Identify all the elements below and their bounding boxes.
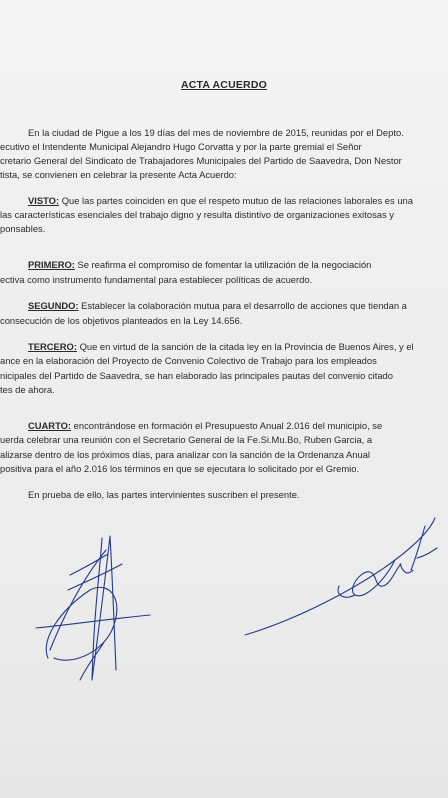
tercero-line-2: ance en la elaboración del Proyecto de Convenio Colectivo de Trabajo para los empleados [0, 355, 377, 366]
tercero-text-1: Que en virtud de la sanción de la citada ley en la Provincia de Buenos Aires, y el [76, 341, 414, 352]
tercero-line-3: nicipales del Partido de Saavedra, se han elaborado las principales pautas del convenio citado [0, 370, 393, 381]
intro-line-4: tista, se convienen en celebrar la presente Acta Acuerdo: [0, 169, 237, 180]
segundo-label: SEGUNDO: [28, 300, 79, 311]
primero-line-2: ectiva como instrumento fundamental para establecer políticas de acuerdo. [0, 274, 313, 285]
document-title: ACTA ACUERDO [180, 79, 267, 91]
cuarto-text-1: encontrándose en formación el Presupuesto Anual 2.016 del municipio, se [71, 420, 383, 431]
tercero-label: TERCERO: [28, 341, 77, 352]
intro-line-2: ecutivo el Intendente Municipal Alejandro Hugo Corvatta y por la parte gremial el Señor [0, 141, 362, 152]
tercero-line-1 [28, 341, 414, 352]
signature-left [30, 530, 160, 690]
segundo-text-1: Establecer la colaboración mutua para el desarrollo de acciones que tiendan a [78, 300, 407, 311]
primero-line-1 [28, 259, 371, 270]
signature-right [235, 500, 445, 650]
visto-text-1: Que las partes coinciden en que el respeto mutuo de las relaciones laborales es una [59, 195, 413, 206]
cuarto-line-3: alizarse dentro de los próximos días, para analizar con la sanción de la Ordenanza Anual [0, 449, 371, 460]
segundo-line-1 [28, 300, 407, 311]
intro-line-1: En la ciudad de Pigue a los 19 días del mes de noviembre de 2015, reunidas por el Depto. [28, 127, 404, 138]
cuarto-line-2: uerda celebrar una reunión con el Secretario General de la Fe.Si.Mu.Bo, Ruben Garcia, a [0, 434, 373, 445]
visto-line-3: ponsables. [0, 223, 46, 234]
visto-line-2: las características esenciales del trabajo digno y resulta distintivo de organizaciones exitosas y [0, 209, 394, 220]
tercero-line-4: tes de ahora. [0, 384, 55, 395]
visto-line-1 [28, 195, 413, 206]
closing-statement: En prueba de ello, las partes intervinientes suscriben el presente. [28, 489, 300, 500]
cuarto-line-1 [28, 420, 382, 431]
cuarto-label: CUARTO: [28, 420, 72, 431]
cuarto-line-4: positiva para el año 2.016 los términos en que se ejecutara lo solicitado por el Gremio. [0, 463, 360, 474]
visto-label: VISTO: [28, 195, 60, 206]
primero-text-1: Se reafirma el compromiso de fomentar la utilización de la negociación [74, 259, 372, 270]
primero-label: PRIMERO: [28, 259, 75, 270]
segundo-line-2: consecución de los objetivos planteados en la Ley 14.656. [0, 315, 243, 326]
intro-line-3: cretario General del Sindicato de Trabajadores Municipales del Partido de Saavedra, Don Nestor [0, 155, 402, 166]
